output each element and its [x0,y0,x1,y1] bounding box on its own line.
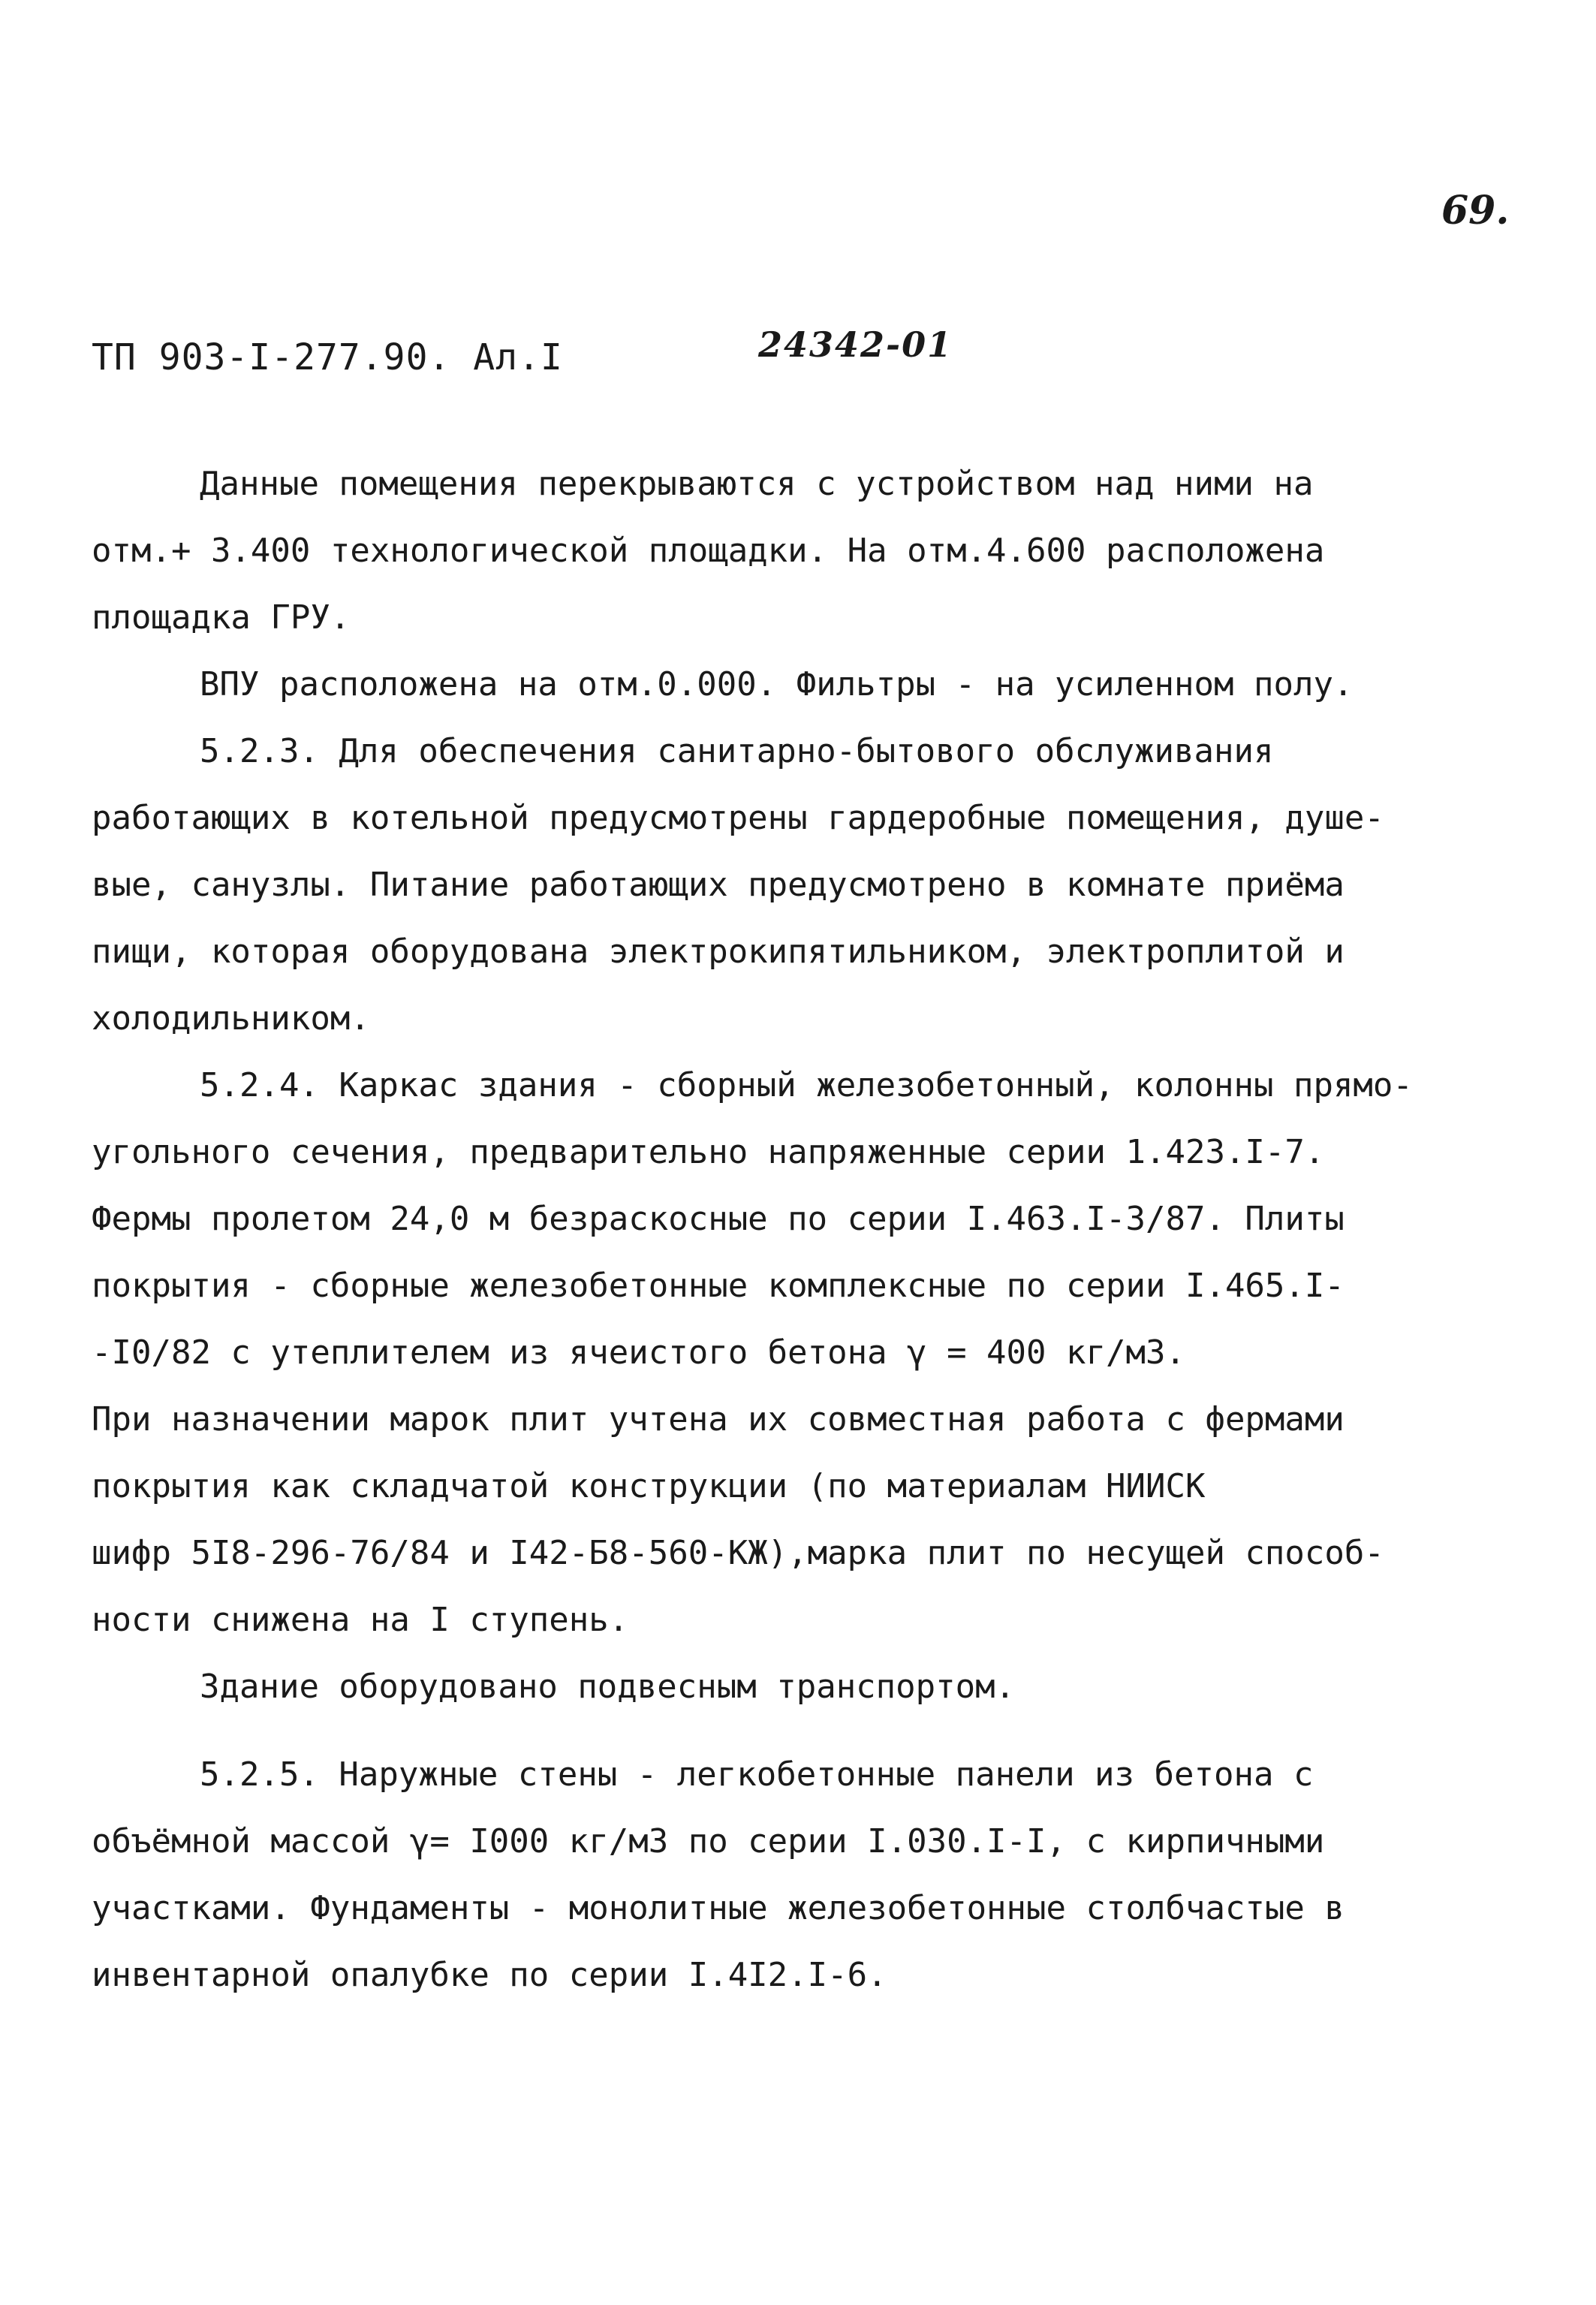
text-line: Здание оборудовано подвесным транспортом. [200,1668,1016,1706]
text-line: пищи, которая оборудована электрокипятильником, электроплитой и [92,933,1345,971]
text-line: ности снижена на I ступень. [92,1601,629,1639]
paragraph-5-2-3 [92,718,1503,1052]
text-line: 5.2.4. Каркас здания - сборный железобетонный, колонны прямо- [200,1066,1413,1104]
text-line: угольного сечения, предварительно напряженные серии 1.423.I-7. [92,1133,1325,1171]
text-line: Фермы пролетом 24,0 м безраскосные по серии I.463.I-3/87. Плиты [92,1200,1345,1238]
text-line: покрытия - сборные железобетонные комплексные по серии I.465.I- [92,1267,1345,1305]
text-line: ВПУ расположена на отм.0.000. Фильтры - на усиленном полу. [200,665,1354,704]
text-line: Данные помещения перекрываются с устройством над ними на [200,465,1314,503]
page-number: 69. [1441,188,1510,234]
paragraph-spacer [92,1720,1503,1741]
text-line: 5.2.5. Наружные стены - легкобетонные панели из бетона с [200,1755,1314,1794]
paragraph-transport [92,1653,1503,1720]
paragraph-5-2-5 [92,1741,1503,2008]
text-line: вые, санузлы. Питание работающих предусмотрено в комнате приёма [92,866,1345,904]
text-line: площадка ГРУ. [92,598,351,637]
text-line: При назначении марок плит учтена их совместная работа с фермами [92,1400,1345,1439]
paragraph-premises [92,450,1503,651]
body-text [92,450,1503,2008]
text-line: -I0/82 с утеплителем из ячеистого бетона γ = 400 кг/м3. [92,1333,1185,1372]
text-line: инвентарной опалубке по серии I.4I2.I-6. [92,1956,887,1994]
document-code: ТП 903-I-277.90. Ал.I [92,336,563,378]
handwritten-inventory-number: 24342-01 [758,324,953,365]
paragraph-5-2-4 [92,1052,1503,1653]
text-line: отм.+ 3.400 технологической площадки. На отм.4.600 расположена [92,532,1325,570]
text-line: шифр 5I8-296-76/84 и I42-Б8-560-КЖ),марка плит по несущей способ- [92,1534,1384,1572]
text-line: холодильником. [92,999,370,1038]
text-line: участками. Фундаменты - монолитные железобетонные столбчастые в [92,1889,1345,1927]
text-line: объёмной массой γ= I000 кг/м3 по серии I.030.I-I, с кирпичными [92,1822,1325,1861]
text-line: покрытия как складчатой конструкции (по материалам НИИСК [92,1467,1206,1505]
paragraph-vpu [92,651,1503,718]
text-line: 5.2.3. Для обеспечения санитарно-бытового обслуживания [200,732,1274,770]
text-line: работающих в котельной предусмотрены гардеробные помещения, душе- [92,799,1384,837]
